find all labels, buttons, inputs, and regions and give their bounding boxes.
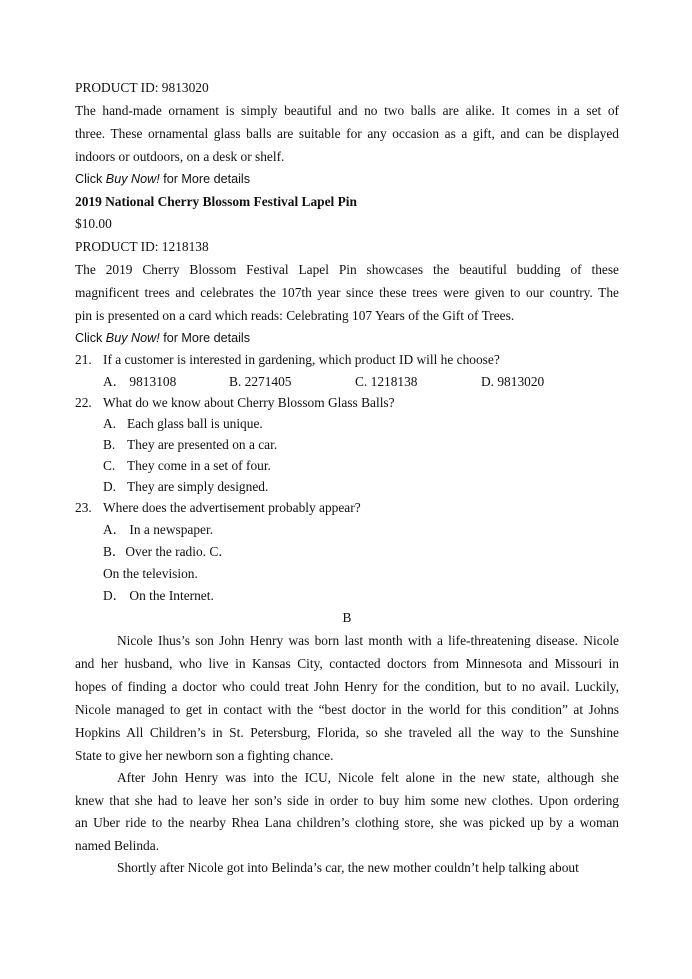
option-letter: C. [103, 458, 116, 473]
paragraph-line: an Uber ride to the nearby Rhea Lana children’s clothing store, she was picked up by a woman [75, 815, 619, 830]
paragraph-line: Nicole managed to get in contact with the “best doctor in the world for this condition” at Johns [75, 702, 619, 717]
question-text: Where does the advertisement probably appear? [103, 500, 361, 515]
option-letter: A. [103, 416, 117, 431]
click-buy-now-line [75, 327, 619, 350]
section-heading: B [342, 610, 352, 625]
product-price: $10.00 [75, 216, 112, 231]
question-22 [75, 392, 619, 415]
paragraph-line: hopes of finding a doctor who could treat John Henry for the condition, but to no avail. Luckily, [75, 679, 619, 694]
option-a: A． 9813108 [103, 374, 177, 389]
paragraph-line: State to give her newborn son a fighting chance. [75, 748, 334, 763]
click-prefix: Click [75, 172, 106, 186]
option-d [103, 476, 268, 499]
product-description-line: three. These ornamental glass balls are suitable for any occasion as a gift, and can be displayed [75, 126, 619, 141]
question-number: 22. [75, 395, 92, 410]
product-id: PRODUCT ID: 1218138 [75, 239, 209, 254]
option-b: B. 2271405 [229, 374, 292, 389]
product-title: 2019 National Cherry Blossom Festival Lapel Pin [75, 194, 357, 209]
paragraph-line: Hopkins All Children’s in St. Petersburg, Florida, so she traveled all the way to the Sunshine [75, 725, 619, 740]
product-id: PRODUCT ID: 9813020 [75, 80, 209, 95]
product-description-line: pin is presented on a card which reads: Celebrating 107 Years of the Gift of Trees. [75, 308, 515, 323]
paragraph-line: named Belinda. [75, 838, 160, 853]
product-description-line: The 2019 Cherry Blossom Festival Lapel Pin showcases the beautiful budding of these [75, 262, 619, 277]
option-text: They are presented on a car. [127, 437, 278, 452]
option-text: Each glass ball is unique. [127, 416, 263, 431]
option-a [103, 413, 263, 436]
click-prefix: Click [75, 331, 106, 345]
click-buy-now-line [75, 168, 619, 191]
option-d: D． On the Internet. [103, 588, 214, 603]
option-b [103, 434, 277, 457]
product-description-line: The hand-made ornament is simply beautiful and no two balls are alike. It comes in a set of [75, 103, 619, 118]
option-c-text: On the television. [103, 566, 198, 581]
question-23 [75, 497, 619, 520]
option-c: C. 1218138 [355, 374, 418, 389]
option-a: A． In a newspaper. [103, 522, 214, 537]
paragraph-line: Nicole Ihus’s son John Henry was born last month with a life-threatening disease. Nicole [117, 633, 619, 648]
option-letter: D. [103, 479, 117, 494]
option-b-c: B．Over the radio. C． [103, 544, 232, 559]
option-text: They are simply designed. [127, 479, 269, 494]
option-c [103, 455, 271, 478]
paragraph-line: Shortly after Nicole got into Belinda’s car, the new mother couldn’t help talking about [117, 860, 579, 875]
paragraph-line: and her husband, who live in Kansas City, contacted doctors from Minnesota and Missouri in [75, 656, 619, 671]
question-text: If a customer is interested in gardening, which product ID will he choose? [103, 352, 500, 367]
click-suffix: for More details [159, 172, 250, 186]
question-text: What do we know about Cherry Blossom Glass Balls? [103, 395, 395, 410]
paragraph-line: After John Henry was into the ICU, Nicole felt alone in the new state, although she [117, 770, 619, 785]
click-suffix: for More details [159, 331, 250, 345]
product-description-line: magnificent trees and celebrates the 107th year since these trees were given to our country. The [75, 285, 619, 300]
option-text: They come in a set of four. [127, 458, 271, 473]
option-letter: B. [103, 437, 116, 452]
option-d: D. 9813020 [481, 374, 545, 389]
paragraph-line: knew that she had to leave her son’s side in order to buy him some new clothes. Upon ordering [75, 793, 619, 808]
buy-now-link[interactable]: Buy Now! [105, 172, 160, 186]
buy-now-link[interactable]: Buy Now! [105, 331, 160, 345]
question-number: 21. [75, 352, 92, 367]
product-description-line: indoors or outdoors, on a desk or shelf. [75, 149, 285, 164]
question-number: 23. [75, 500, 92, 515]
question-21 [75, 349, 619, 372]
